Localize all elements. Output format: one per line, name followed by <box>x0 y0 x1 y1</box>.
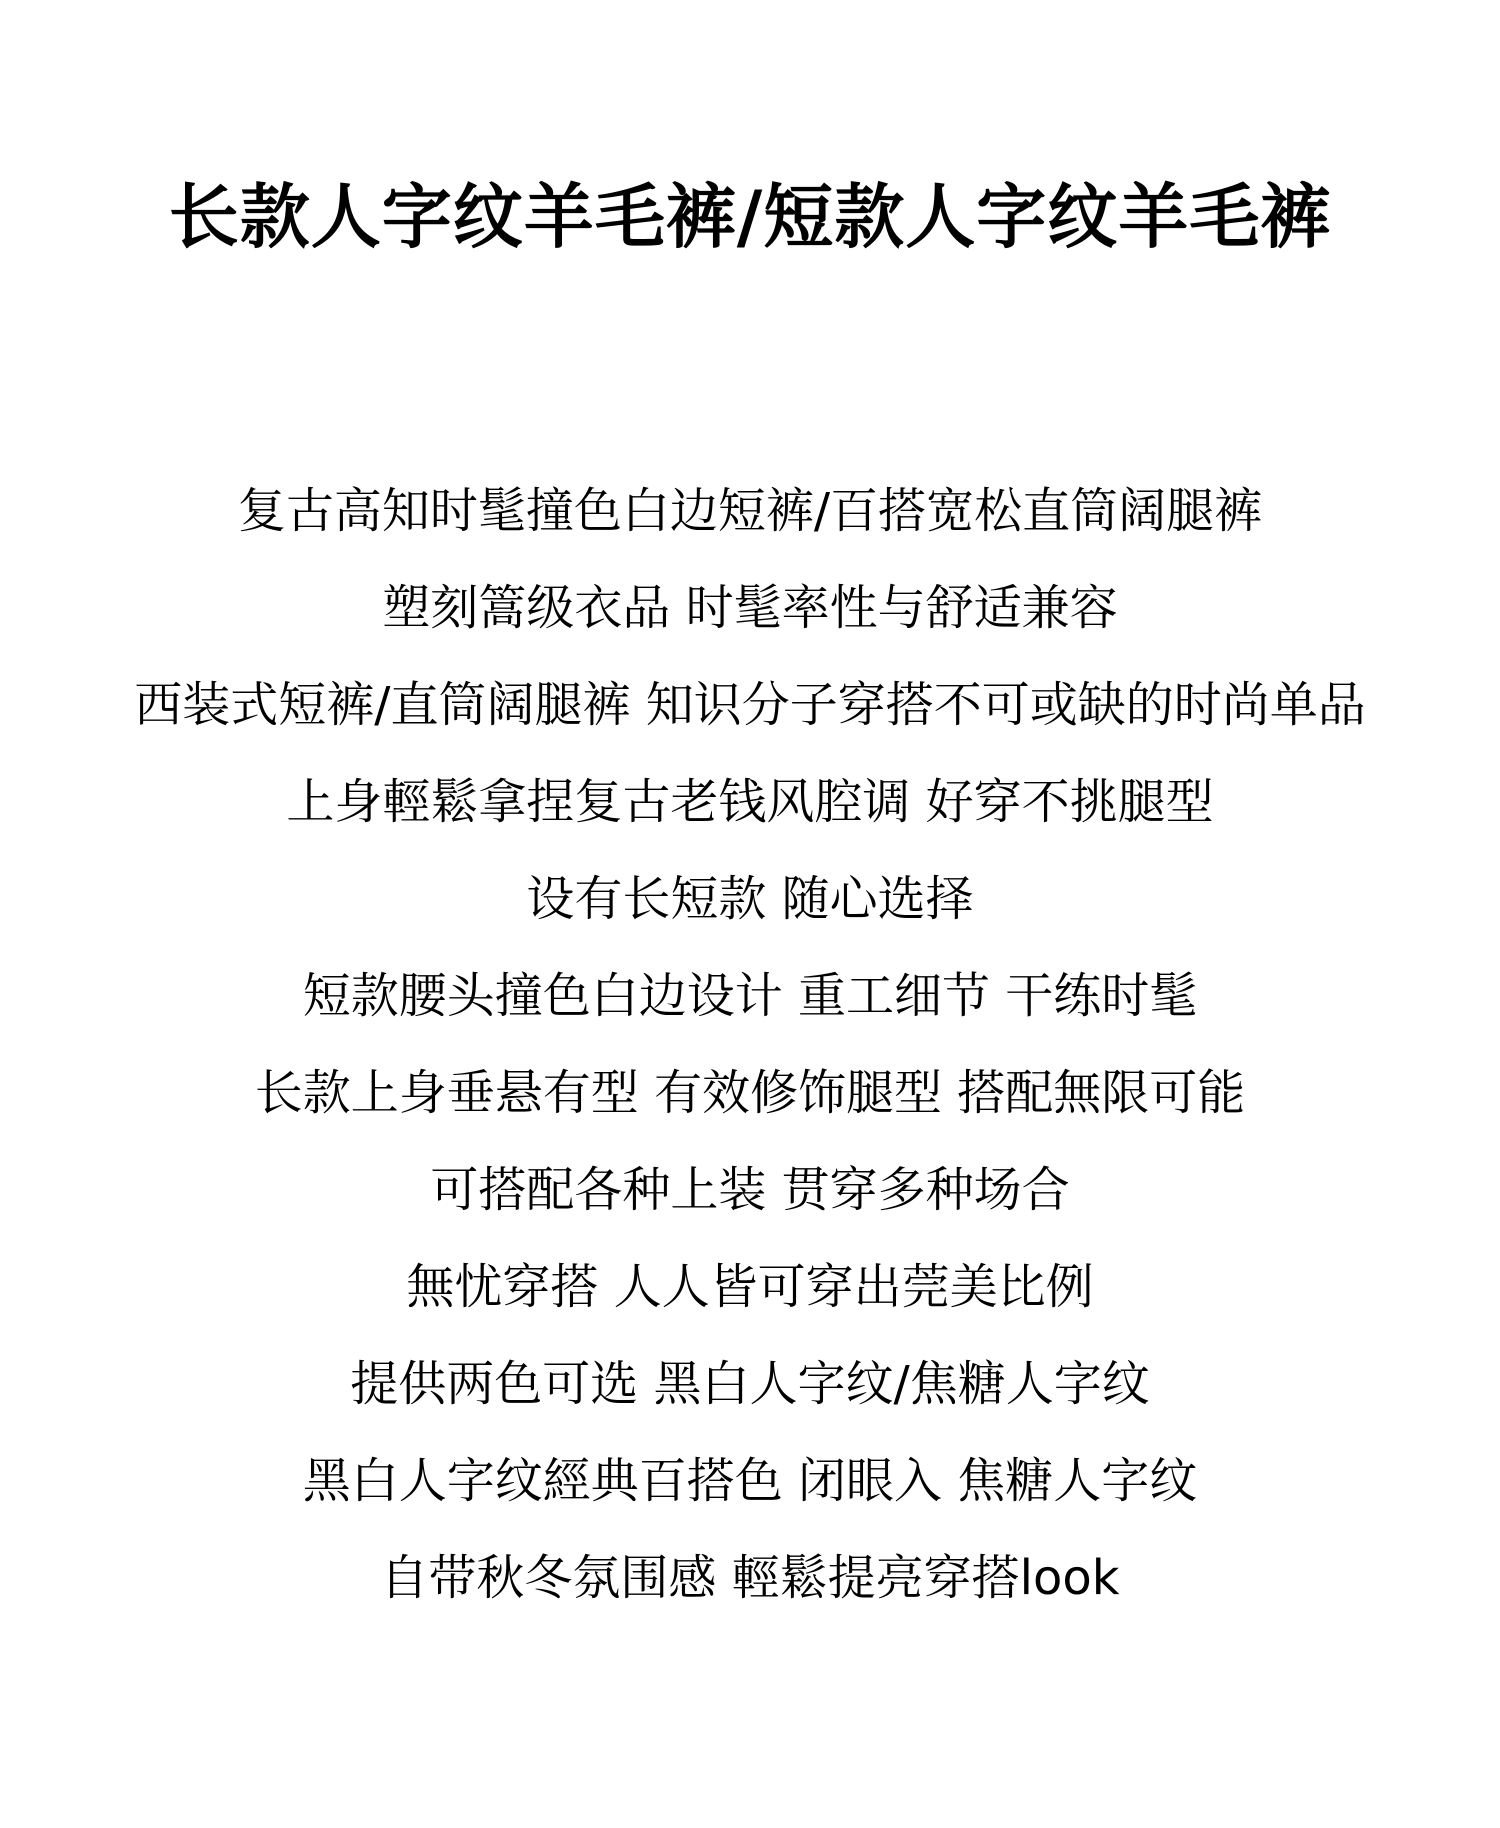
description-line: 黑白人字纹經典百搭色 闭眼入 焦糖人字纹 <box>302 1453 1198 1509</box>
description-line: 塑刻篙级衣品 时髦率性与舒适兼容 <box>382 580 1118 636</box>
description-line: 复古高知时髦撞色白边短裤/百搭宽松直筒阔腿裤 <box>237 483 1263 539</box>
description-lines <box>0 476 1500 1640</box>
description-line: 短款腰头撞色白边设计 重工细节 干练时髦 <box>302 968 1198 1024</box>
description-line: 無忧穿搭 人人皆可穿出莞美比例 <box>406 1259 1094 1315</box>
description-line: 上身輕鬆拿捏复古老钱风腔调 好穿不挑腿型 <box>286 774 1214 830</box>
description-line: 西装式短裤/直筒阔腿裤 知识分子穿搭不可或缺的时尚单品 <box>134 677 1366 733</box>
description-line: 可搭配各种上装 贯穿多种场合 <box>430 1162 1070 1218</box>
description-line: 自带秋冬氛围感 輕鬆提亮穿搭look <box>380 1550 1120 1606</box>
description-line: 提供两色可选 黑白人字纹/焦糖人字纹 <box>350 1356 1150 1412</box>
description-line: 长款上身垂悬有型 有效修饰腿型 搭配無限可能 <box>254 1065 1246 1121</box>
description-line: 设有长短款 随心选择 <box>526 871 974 927</box>
page-title: 长款人字纹羊毛裤/短款人字纹羊毛裤 <box>168 176 1332 258</box>
